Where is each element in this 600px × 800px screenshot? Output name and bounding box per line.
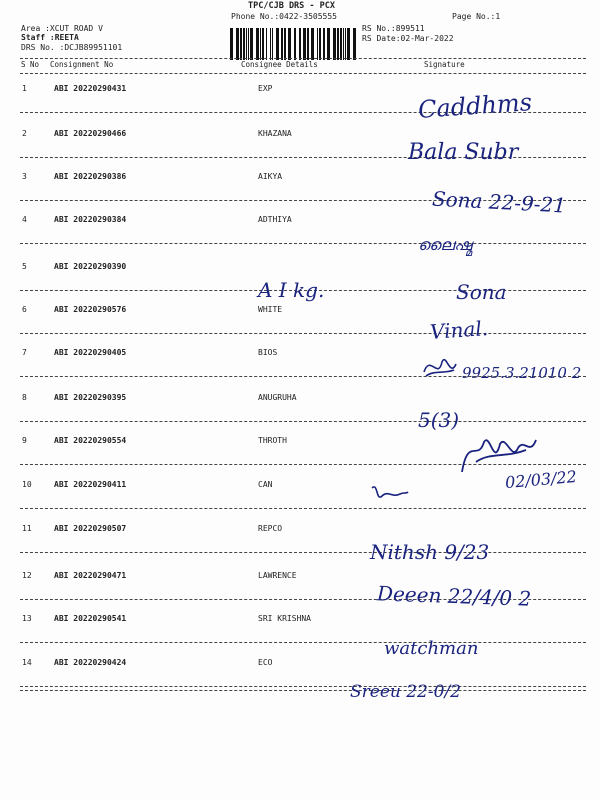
row-sno: 14	[22, 658, 32, 667]
row-consignment-no: ABI 20220290576	[54, 305, 127, 314]
row-sno: 8	[22, 393, 27, 402]
row-consignment-no: ABI 20220290411	[54, 480, 127, 489]
page-number: Page No.:1	[452, 12, 501, 21]
row-consignee: BIOS	[258, 348, 278, 357]
row-consignment-no: ABI 20220290390	[54, 262, 127, 271]
divider	[20, 421, 586, 422]
row-consignee: ECO	[258, 658, 273, 667]
divider	[20, 508, 586, 509]
table-row	[0, 614, 600, 659]
signature-8: 5(3)	[418, 408, 460, 432]
row-consignment-no: ABI 20220290384	[54, 215, 127, 224]
column-consignment: Consignment No	[50, 60, 114, 69]
signature-12: Deeen 22/4/0 2	[376, 581, 532, 611]
table-row	[0, 658, 600, 703]
row-consignee: REPCO	[258, 524, 283, 533]
row-consignee: CAN	[258, 480, 273, 489]
signature-11: Nithsh 9/23	[370, 540, 490, 564]
row-sno: 2	[22, 129, 27, 138]
table-row	[0, 305, 600, 350]
signature-5a: A I kg.	[258, 278, 325, 302]
divider	[20, 58, 586, 59]
row-sno: 7	[22, 348, 27, 357]
staff-label: Staff :REETA	[21, 33, 79, 42]
row-sno: 10	[22, 480, 32, 489]
row-consignment-no: ABI 20220290466	[54, 129, 127, 138]
row-consignment-no: ABI 20220290424	[54, 658, 127, 667]
row-consignee: KHAZANA	[258, 129, 292, 138]
row-sno: 5	[22, 262, 27, 271]
signature-3: Sona 22-9-21	[431, 186, 567, 218]
column-sno: S No	[21, 60, 40, 69]
row-consignment-no: ABI 20220290431	[54, 84, 127, 93]
signature-1: Caddhms	[417, 88, 533, 124]
row-consignment-no: ABI 20220290541	[54, 614, 127, 623]
drs-number: DRS No. :DCJB89951101	[21, 43, 123, 52]
signature-scribble-7	[420, 352, 460, 382]
signature-scribble-10	[370, 478, 410, 506]
row-sno: 4	[22, 215, 27, 224]
row-consignee: WHITE	[258, 305, 283, 314]
barcode	[229, 28, 356, 60]
row-consignee: ANUGRUHA	[258, 393, 297, 402]
signature-10: 02/03/22	[504, 466, 578, 493]
row-consignee: ADTHIYA	[258, 215, 292, 224]
row-consignee: THROTH	[258, 436, 287, 445]
row-sno: 6	[22, 305, 27, 314]
row-consignment-no: ABI 20220290471	[54, 571, 127, 580]
row-sno: 1	[22, 84, 27, 93]
signature-4: ലൈഷ്മ	[418, 235, 472, 254]
row-sno: 11	[22, 524, 32, 533]
row-sno: 9	[22, 436, 27, 445]
table-row	[0, 524, 600, 569]
signature-2: Bala Subr	[408, 140, 519, 165]
signature-7: 9925.3.21010 2	[462, 364, 582, 382]
row-consignee: LAWRENCE	[258, 571, 297, 580]
divider	[20, 642, 586, 643]
row-sno: 3	[22, 172, 27, 181]
signature-6: Vinal.	[429, 316, 489, 344]
row-sno: 13	[22, 614, 32, 623]
divider	[20, 686, 586, 687]
signature-13: watchman	[384, 638, 479, 659]
column-consignee: Consignee Details	[241, 60, 318, 69]
signature-5b: Sona	[456, 280, 507, 304]
rs-number: RS No.:899511	[362, 24, 425, 33]
rs-date: RS Date:02-Mar-2022	[362, 34, 454, 43]
row-sno: 12	[22, 571, 32, 580]
area-label: Area :XCUT ROAD V	[21, 24, 103, 33]
divider	[20, 243, 586, 244]
document-title: TPC/CJB DRS - PCX	[248, 1, 335, 11]
divider	[20, 73, 586, 74]
divider	[20, 552, 586, 553]
row-consignment-no: ABI 20220290554	[54, 436, 127, 445]
row-consignee: AIKYA	[258, 172, 283, 181]
column-signature: Signature	[424, 60, 465, 69]
row-consignment-no: ABI 20220290386	[54, 172, 127, 181]
row-consignee: EXP	[258, 84, 273, 93]
phone-number: Phone No.:0422-3505555	[231, 12, 337, 21]
row-consignment-no: ABI 20220290395	[54, 393, 127, 402]
row-consignment-no: ABI 20220290405	[54, 348, 127, 357]
divider	[20, 690, 586, 691]
row-consignment-no: ABI 20220290507	[54, 524, 127, 533]
signature-14: Sreeu 22-0/2	[350, 682, 461, 702]
row-consignee: SRI KRISHNA	[258, 614, 311, 623]
table-row	[0, 215, 600, 260]
divider	[20, 333, 586, 334]
